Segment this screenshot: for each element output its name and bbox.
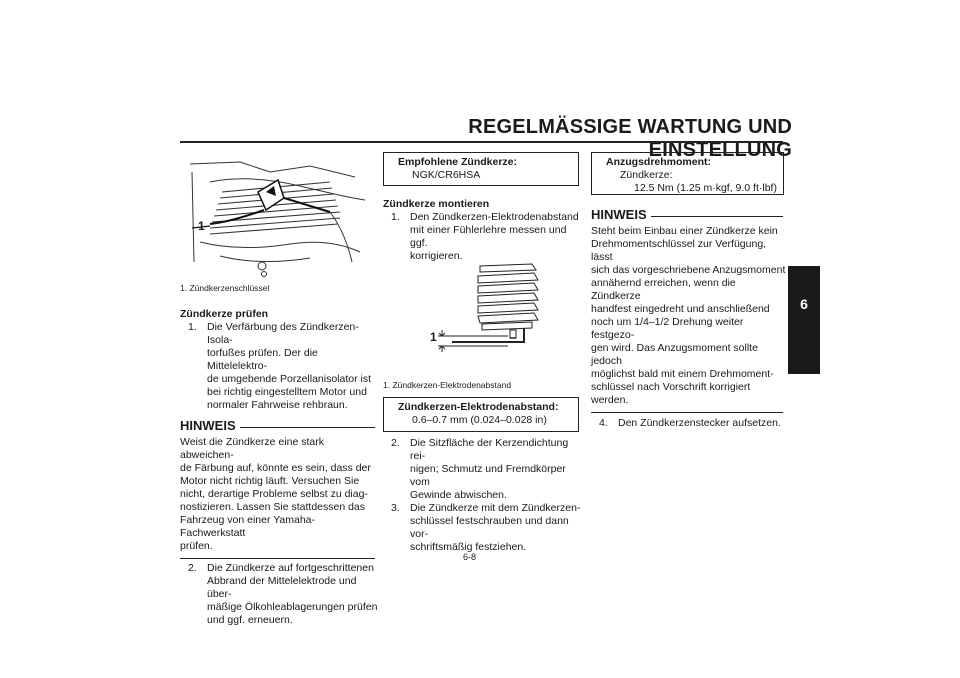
header-rule [180,141,783,143]
chapter-tab[interactable]: 6 [788,266,820,374]
step-text-line: nigen; Schmutz und Fremdkörper vom [410,463,566,488]
box-subtitle: Zündkerze: [620,169,673,181]
step-text-line: normaler Fahrweise rehbraun. [207,399,348,411]
figure-callout: 1 [430,330,437,344]
note-line: nostizieren. Lassen Sie stattdessen das [180,501,366,513]
note-line: Motor nicht richtig läuft. Versuchen Sie [180,475,360,487]
box-title: Zündkerzen-Elektrodenabstand: [398,401,559,413]
step-2 [180,562,380,627]
install-steps [383,437,583,554]
step-number: 2. [391,437,400,449]
page-number: 6-8 [463,552,477,562]
torque-box [591,152,784,195]
step-text-line: mäßige Ölkohleablagerungen prüfen [207,601,378,613]
box-value: 12.5 Nm (1.25 m·kgf, 9.0 ft·lbf) [634,182,777,194]
step-text-line: Die Verfärbung des Zündkerzen-Isola- [207,321,359,346]
step-text-line: mit einer Fühlerlehre messen und ggf. [410,224,567,249]
figure-caption: 1. Zündkerzen-Elektrodenabstand [383,380,512,390]
step-text-line: korrigieren. [410,250,463,262]
note-line: handfest eingedreht und anschließend [591,303,770,315]
step-text-line: schriftsmäßig festziehen. [410,541,527,553]
box-value: 0.6–0.7 mm (0.024–0.028 in) [412,414,547,426]
note-title: HINWEIS [180,418,236,433]
step-text-line: und ggf. erneuern. [207,614,293,626]
note-line: möglichst bald mit einem Drehmoment- [591,368,774,380]
right-note [591,208,787,430]
note-line: prüfen. [180,540,213,552]
box-title: Empfohlene Zündkerze: [398,156,518,168]
note-line: Steht beim Einbau einer Zündkerze kein [591,225,778,237]
left-column [180,308,380,627]
step-number: 1. [391,211,400,223]
recommended-spark-plug-box [383,152,579,186]
note-header [591,208,787,222]
note-rule [240,427,375,428]
step-4 [591,417,787,430]
step-1 [383,211,583,263]
step-text-line: Abbrand der Mittelelektrode und über- [207,575,357,600]
note-body [180,436,380,553]
note-rule [651,216,783,217]
note-line: Drehmomentschlüssel zur Verfügung, lässt [591,238,767,263]
figure-caption: 1. Zündkerzenschlüssel [180,283,270,293]
step-text-line: Die Zündkerze mit dem Zündkerzen- [410,502,581,514]
step-number: 2. [188,562,197,574]
step-1 [180,321,380,412]
step-text-line: de umgebende Porzellanisolator ist [207,373,372,385]
section-title-install: Zündkerze montieren [383,198,490,210]
note-body [591,225,787,407]
step-number: 1. [188,321,197,333]
note-end-rule [180,558,375,559]
note-line: de Färbung auf, könnte es sein, dass der [180,462,371,474]
step-text-line: schlüssel festschrauben und dann vor- [410,515,569,540]
figure-callout: 1 [198,219,205,233]
spark-plug-wrench-illustration [180,152,372,280]
step-number: 4. [599,417,608,429]
note-line: annähernd erreichen, wenn die Zündkerze [591,277,736,302]
note-line: Fahrzeug von einer Yamaha-Fachwerkstatt [180,514,316,539]
box-title: Anzugsdrehmoment: [606,156,711,168]
note-line: sich das vorgeschriebene Anzugsmoment [591,264,786,276]
note-title: HINWEIS [591,207,647,222]
step-text-line: bei richtig eingestelltem Motor und [207,386,367,398]
box-value: NGK/CR6HSA [412,169,481,181]
electrode-gap-illustration [420,258,560,358]
step-3 [383,502,583,554]
note-line: noch um 1/4–1/2 Drehung weiter festgezo- [591,316,744,341]
install-section [383,198,583,263]
step-2 [383,437,583,502]
step-text-line: Die Zündkerze auf fortgeschrittenen [207,562,374,574]
section-title-check: Zündkerze prüfen [180,308,269,320]
step-text-line: Die Sitzfläche der Kerzendichtung rei- [410,437,569,462]
note-line: schlüssel nach Vorschrift korrigiert werden. [591,381,751,406]
note-line: nicht, derartige Probleme selbst zu diag- [180,488,368,500]
note-line: gen wird. Das Anzugsmoment sollte jedoch [591,342,758,367]
note-end-rule [591,412,783,413]
step-text-line: Gewinde abwischen. [410,489,507,501]
note-line: Weist die Zündkerze eine stark abweichen- [180,436,324,461]
step-text-line: Den Zündkerzenstecker aufsetzen. [618,417,781,429]
step-number: 3. [391,502,400,514]
page-title: REGELMÄSSIGE WARTUNG UND EINSTELLUNG [468,116,792,161]
step-text-line: torfußes prüfen. Der die Mittelelektro- [207,347,318,372]
electrode-gap-box [383,397,579,432]
step-text-line: Den Zündkerzen-Elektrodenabstand [410,211,579,223]
note-header [180,419,380,433]
